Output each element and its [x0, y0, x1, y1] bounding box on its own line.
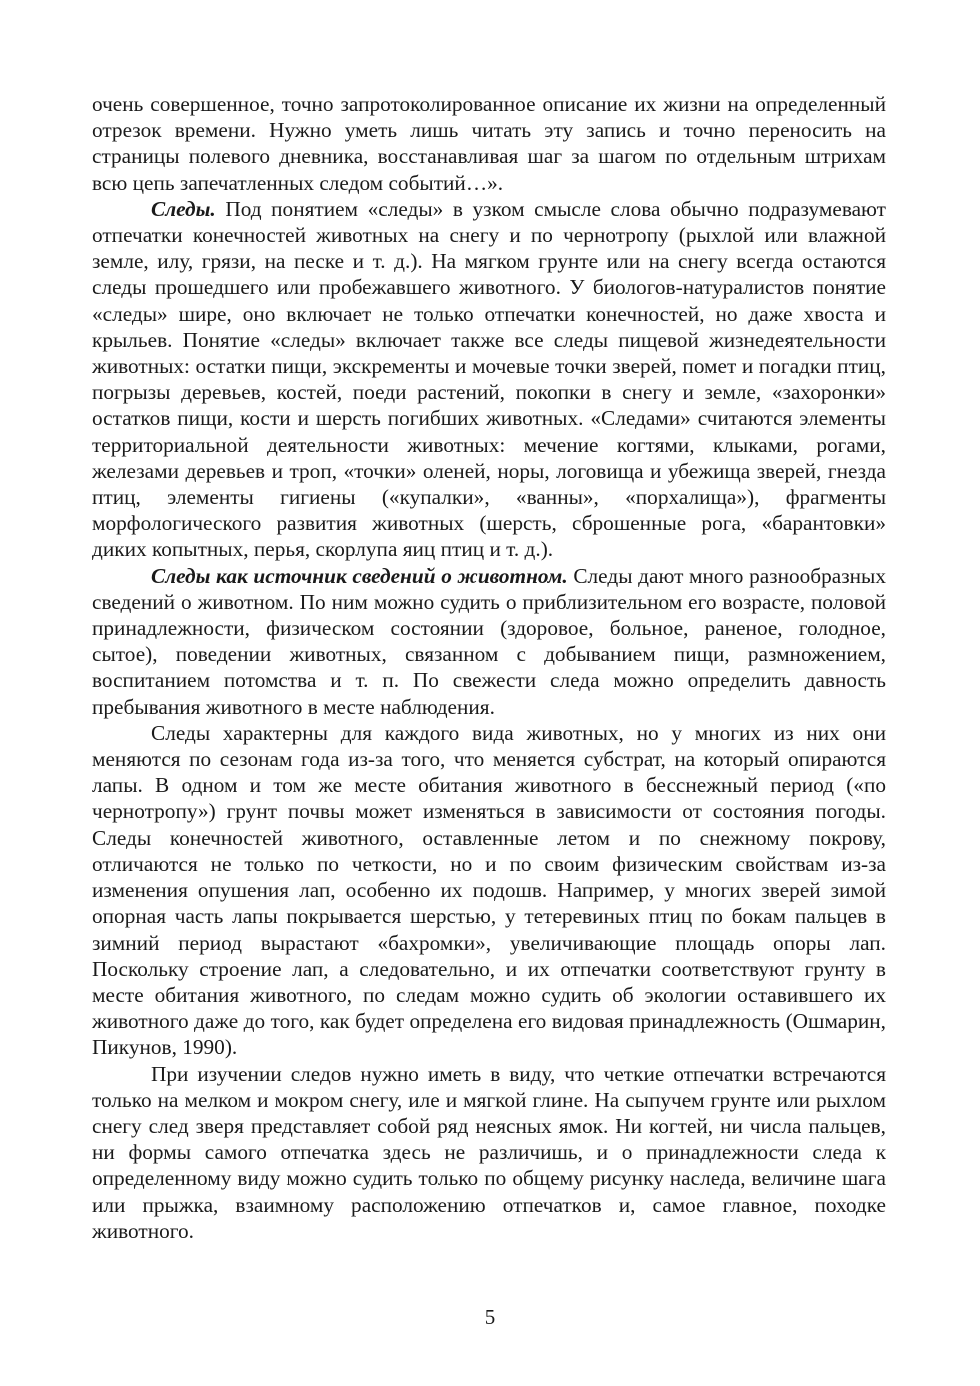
- paragraph-3: [92, 563, 886, 720]
- paragraph-5-text: При изучении следов нужно иметь в виду, что четкие отпечатки встречаются только на мелком и мокром снегу, иле и мягкой глине. На сыпучем грунте или рыхлом снегу след зверя представляет собой ряд неясных ямок. Ни когтей, ни числа пальцев, ни формы самого отпечатка здесь не различишь, и о принадлежности следа к определенному виду можно судить только по общему рисунку наследа, величине шага или прыжка, взаимному расположению отпечатков и, самое главное, походке животного.: [92, 1061, 886, 1243]
- page-number: 5: [484, 1305, 496, 1329]
- paragraph-4-text: Следы характерны для каждого вида животных, но у многих из них они меняются по сезонам года из-за того, что меняется субстрат, на который опираются лапы. В одном и том же месте обитания животного в бесснежный период («по чернотропу») грунт почвы может изменяться в зависимости от состояния погоды. Следы конечностей животного, оставленные летом и по снежному покрову, отличаются не только по четкости, но и по своим физическим свойствам из-за изменения опушения лап, особенно их подошв. Например, у многих зверей зимой опорная часть лапы покрывается шерстью, у тетеревиных птиц по бокам пальцев в зимний период вырастают «бахромки», увеличивающие площадь опоры лап. Поскольку строение лап, а следовательно, и их отпечатки соответствуют грунту в месте обитания животного, по следам можно судить об экологии оставившего их животного даже до того, как будет определена его видовая принадлежность (Ошмарин, Пикунов, 1990).: [92, 720, 886, 1060]
- paragraph-4: [92, 720, 886, 1061]
- paragraph-3-text: Следы дают много разнообразных сведений о животном. По ним можно судить о приблизительном его возрасте, половой принадлежности, физическом состоянии (здоровое, больное, раненое, голодное, сытое), поведении животных, связанном с добыванием пищи, размножением, воспитанием потомства и т. п. По свежести следа можно определить давность пребывания животного в месте наблюдения.: [92, 563, 886, 719]
- paragraph-2-text: Под понятием «следы» в узком смысле слова обычно подразумевают отпечатки конечностей животных на снегу и по чернотропу (рыхлой или влажной земле, илу, грязи, на песке и т. д.). На мягком грунте или на снегу всегда остаются следы прошедшего или пробежавшего животного. У биологов-натуралистов понятие «следы» шире, оно включает не только отпечатки конечностей, но даже хвоста и крыльев. Понятие «следы» включает также все следы пищевой жизнедеятельности животных: остатки пищи, экскременты и мочевые точки зверей, помет и погадки птиц, погрызы деревьев, костей, поеди растений, покопки в снегу и земле, «захоронки» остатков пищи, кости и шерсть погибших животных. «Следами» считаются элементы территориальной деятельности животных: мечение когтями, клыками, рогами, железами деревьев и троп, «точки» оленей, норы, логовища и убежища зверей, гнезда птиц, элементы гигиены («купалки», «ванны», «порхалища»), фрагменты морфологического развития животных (шерсть, сброшенные рога, «барантовки» диких копытных, перья, скорлупа яиц птиц и т. д.).: [92, 196, 886, 562]
- paragraph-2: [92, 196, 886, 563]
- paragraph-2-heading: Следы.: [151, 196, 216, 221]
- page-body: [92, 91, 886, 1244]
- paragraph-1-text: очень совершенное, точно запротоколированное описание их жизни на определенный отрезок времени. Нужно уметь лишь читать эту запись и точно переносить на страницы полевого дневника, восстанавливая шаг за шагом по отдельным штрихам всю цепь запечатленных следом событий…».: [92, 92, 886, 195]
- paragraph-3-heading: Следы как источник сведений о животном.: [151, 563, 568, 588]
- paragraph-5: [92, 1061, 886, 1244]
- paragraph-1: [92, 91, 886, 196]
